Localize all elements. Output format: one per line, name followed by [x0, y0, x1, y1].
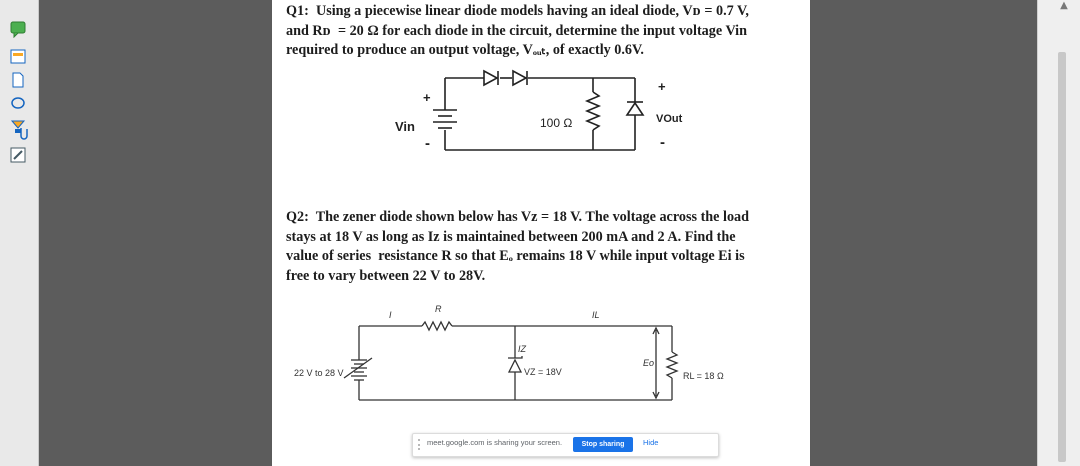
circuit-diagram-2 — [272, 300, 810, 430]
viewer-background-right — [811, 0, 1037, 466]
series-r-label: R — [435, 304, 442, 314]
source-voltage-label: 22 V to 28 V — [294, 368, 344, 378]
document-icon[interactable] — [9, 71, 27, 89]
vertical-scrollbar[interactable] — [1037, 0, 1080, 466]
scroll-up-arrow-icon[interactable]: ▲ — [1060, 0, 1068, 11]
vin-plus-sign: + — [423, 90, 431, 105]
zener-voltage-label: VZ = 18V — [524, 367, 562, 377]
comment-icon[interactable] — [9, 20, 27, 38]
current-iz-label: IZ — [518, 344, 526, 354]
document-page — [272, 0, 810, 466]
vin-label: Vin — [395, 119, 415, 134]
viewer-background-left — [39, 0, 271, 466]
attach-icon[interactable] — [15, 124, 33, 142]
vout-plus-sign: + — [658, 79, 666, 94]
vin-minus-sign: - — [425, 135, 430, 152]
stop-sharing-button[interactable]: Stop sharing — [573, 437, 633, 452]
share-message: meet.google.com is sharing your screen. — [427, 438, 563, 447]
highlight-icon[interactable] — [9, 47, 27, 65]
shape-icon[interactable] — [9, 94, 27, 112]
eo-label: Eo — [643, 358, 655, 368]
current-i-label: I — [389, 310, 392, 320]
question-1: Q1: Using a piecewise linear diode models having an ideal diode, Vᴅ = 0.7 V, and Rᴅ = 20 Ω for each diode in the circuit, determine the input voltage Vin required to produce an output voltage, Vₒᵤₜ, of exactly 0.6V. — [286, 3, 749, 58]
drag-handle[interactable] — [418, 439, 423, 450]
question-2: Q2: The zener diode shown below has Vᴢ = 18 V. The voltage across the load stays at 18 V as long as Iᴢ is maintained between 200 mA and 2 A. Find the value of series resistance R so that Eₒ remains 18 V while input voltage Ei is free to vary between 22 V to 28V. — [286, 209, 750, 284]
load-resistor-label: RL = 18 Ω — [683, 371, 724, 381]
hide-button[interactable]: Hide — [643, 438, 659, 447]
screen-share-bar — [412, 433, 719, 457]
circuit-diagram-1 — [272, 0, 810, 200]
annotation-toolbar — [0, 0, 39, 466]
vout-minus-sign: - — [660, 134, 665, 151]
vout-label: VOut — [656, 113, 683, 125]
current-il-label: IL — [592, 310, 600, 320]
scroll-thumb[interactable] — [1058, 52, 1066, 462]
resistor-label: 100 Ω — [540, 116, 573, 130]
edit-icon[interactable] — [9, 146, 27, 164]
